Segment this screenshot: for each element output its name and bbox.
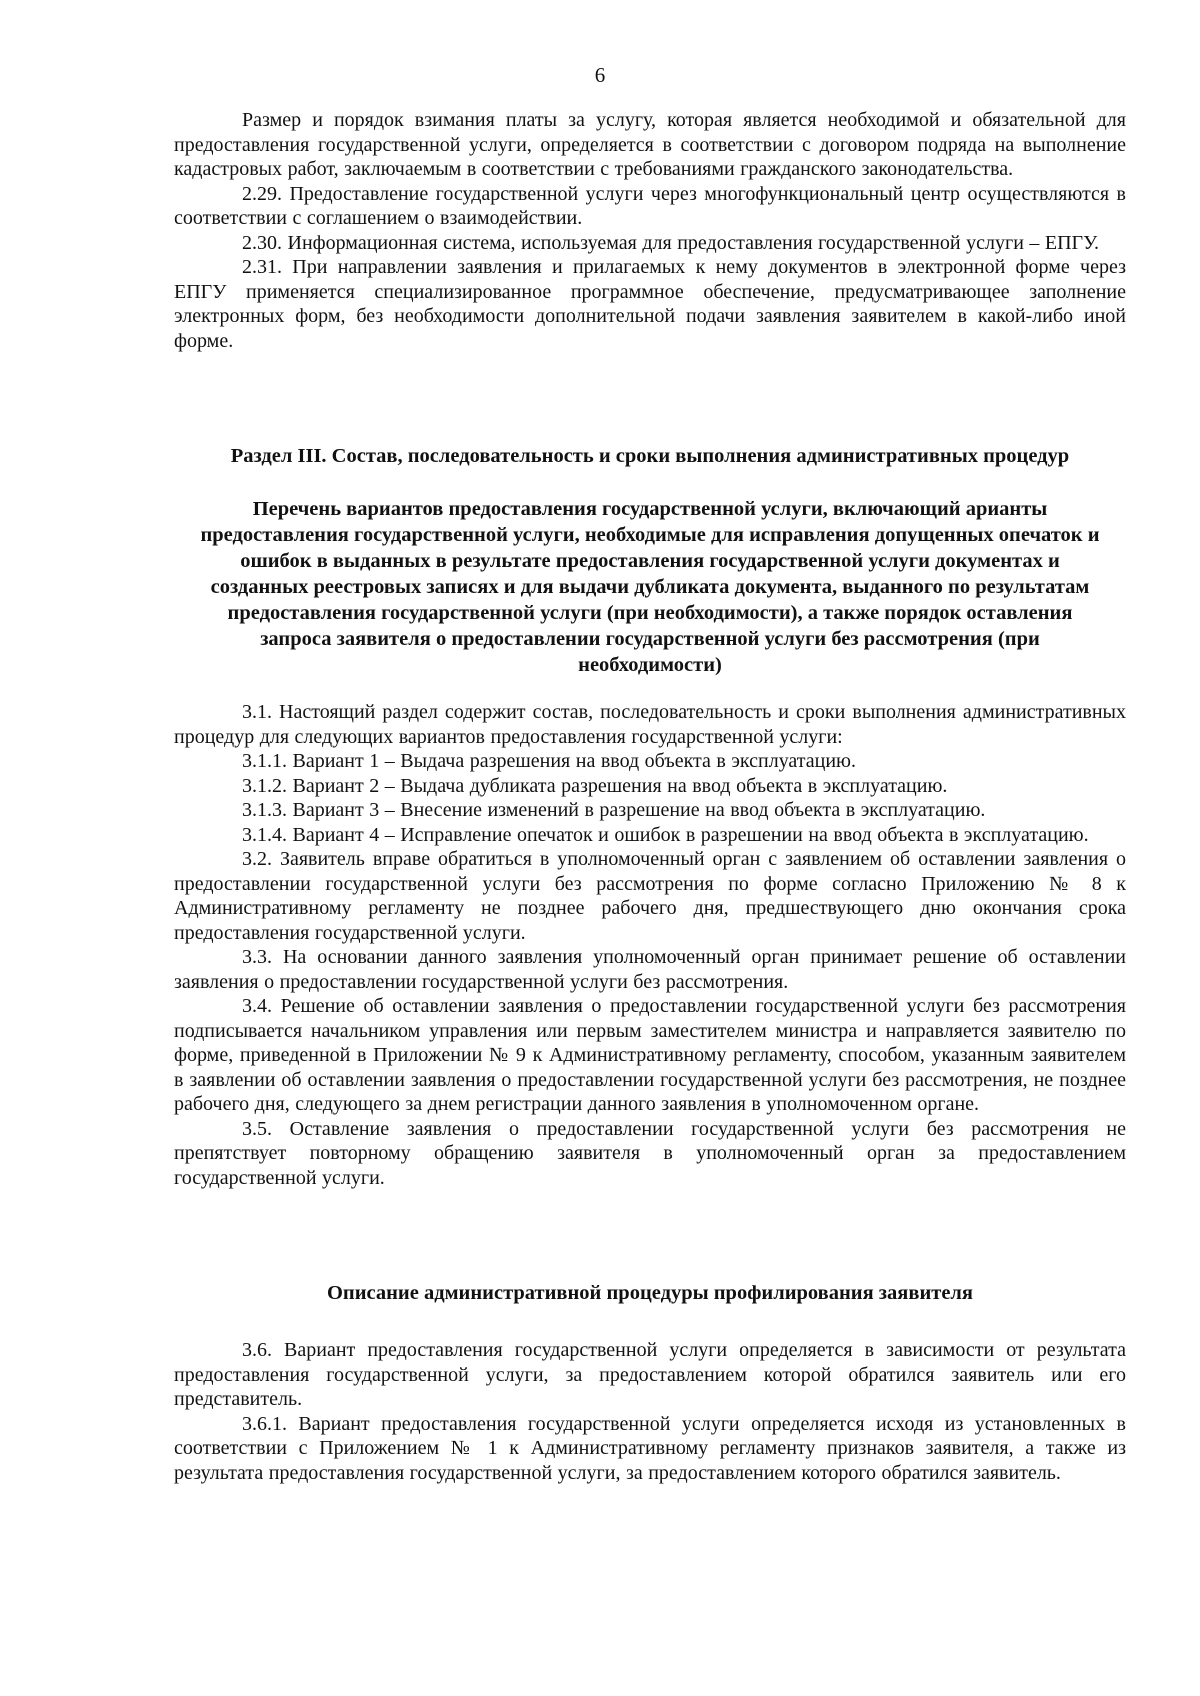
- paragraph-3-6-1: 3.6.1. Вариант предоставления государственной услуги определяется исходя из установленных в соответствии с Приложением № 1 к Административному регламенту признаков заявителя, а также из результата предоставления государственной услуги, за предоставлением которого обратился заявитель.: [174, 1412, 1126, 1484]
- profiling-heading: Описание административной процедуры профилирования заявителя: [326, 1282, 974, 1304]
- paragraph-3-5: 3.5. Оставление заявления о предоставлении государственной услуги без рассмотрения не препятствует повторному обращению заявителя в уполномоченный орган за предоставлением государственной услуги.: [174, 1117, 1126, 1189]
- variants-heading: Перечень вариантов предоставления государственной услуги, включающий арианты предоставления государственной услуги, необходимые для исправления допущенных опечаток и ошибок в выданных в результате предоставления государственной услуги документах и созданных реестровых записях и для выдачи дубликата документа, выданного по результатам предоставления государственной услуги (при необходимости), а также порядок оставления запроса заявителя о предоставлении государственной услуги без рассмотрения (при необходимости): [200, 498, 1100, 676]
- paragraph-2-29: 2.29. Предоставление государственной услуги через многофункциональный центр осуществляются в соответствии с соглашением о взаимодействии.: [174, 182, 1126, 229]
- paragraph-2-31: 2.31. При направлении заявления и прилагаемых к нему документов в электронной форме через ЕПГУ применяется специализированное программное обеспечение, предусматривающее заполнение электронных форм, без необходимости дополнительной подачи заявления заявителем в какой-либо иной форме.: [174, 256, 1126, 352]
- variants-paragraphs: [174, 700, 1126, 1190]
- profiling-paragraphs: [174, 1338, 1126, 1485]
- paragraph-3-6: 3.6. Вариант предоставления государственной услуги определяется в зависимости от результата предоставления государственной услуги, за предоставлением которой обратился заявитель или его представитель.: [174, 1339, 1126, 1410]
- fee-and-it-paragraphs: [174, 108, 1126, 353]
- paragraph-3-3: 3.3. На основании данного заявления уполномоченный орган принимает решение об оставлении заявления о предоставлении государственной услуги без рассмотрения.: [174, 946, 1126, 993]
- paragraph-3-1: 3.1. Настоящий раздел содержит состав, последовательность и сроки выполнения административных процедур для следующих вариантов предоставления государственной услуги:: [174, 701, 1126, 748]
- paragraph-3-1-1: 3.1.1. Вариант 1 – Выдача разрешения на ввод объекта в эксплуатацию.: [242, 750, 856, 772]
- paragraph-fee: Размер и порядок взимания платы за услугу, которая является необходимой и обязательной для предоставления государственной услуги, определяется в соответствии с договором подряда на выполнение кадастровых работ, заключаемым в соответствии с требованиями гражданского законодательства.: [174, 109, 1126, 180]
- page-number: 6: [594, 63, 606, 87]
- paragraph-3-1-4: 3.1.4. Вариант 4 – Исправление опечаток и ошибок в разрешении на ввод объекта в эксплуатацию.: [242, 823, 1089, 846]
- paragraph-3-2: 3.2. Заявитель вправе обратиться в уполномоченный орган с заявлением об оставлении заявления о предоставлении государственной услуги без рассмотрения по форме согласно Приложению № 8 к Административному регламенту не позднее рабочего дня, предшествующего дню окончания срока предоставления государственной услуги.: [174, 848, 1126, 944]
- paragraph-3-4: 3.4. Решение об оставлении заявления о предоставлении государственной услуги без рассмотрения подписывается начальником управления или первым заместителем министра и направляется заявителю по форме, приведенной в Приложении № 9 к Административному регламенту, способом, указанным заявителем в заявлении об оставлении заявления о предоставлении государственной услуги без рассмотрения, не позднее рабочего дня, следующего за днем регистрации данного заявления в уполномоченном органе.: [174, 995, 1126, 1115]
- paragraph-2-30: 2.30. Информационная система, используемая для предоставления государственной услуги – ЕПГУ.: [242, 231, 1100, 254]
- paragraph-3-1-3: 3.1.3. Вариант 3 – Внесение изменений в разрешение на ввод объекта в эксплуатацию.: [242, 799, 986, 821]
- section-3-title: Раздел III. Состав, последовательность и сроки выполнения административных процедур: [230, 445, 1070, 467]
- paragraph-3-1-2: 3.1.2. Вариант 2 – Выдача дубликата разрешения на ввод объекта в эксплуатацию.: [242, 774, 948, 797]
